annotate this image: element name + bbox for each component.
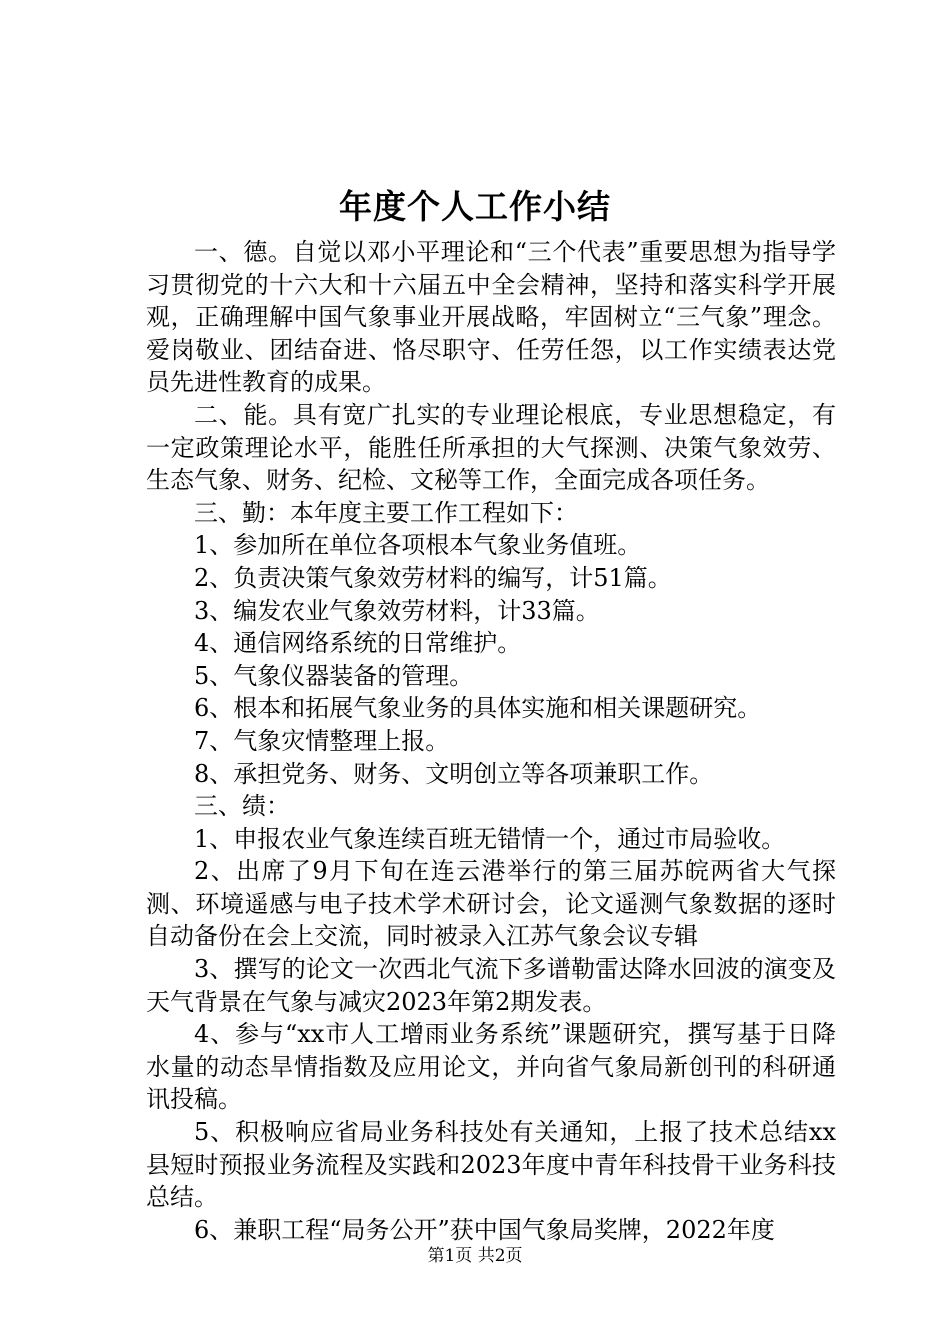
list-item: 4、参与“xx市人工增雨业务系统”课题研究，撰写基于日降水量的动态旱情指数及应用论文，并向省气象局新创刊的科研通讯投稿。 <box>146 1020 836 1114</box>
list-item: 3、编发农业气象效劳材料，计33篇。 <box>194 596 600 625</box>
paragraph-achievements-heading: 三、绩： <box>194 792 290 821</box>
list-item: 5、气象仪器装备的管理。 <box>194 661 474 690</box>
document-title: 年度个人工作小结 <box>339 187 611 226</box>
list-item: 6、兼职工程“局务公开”获中国气象局奖牌，2022年度 <box>194 1215 775 1244</box>
list-item: 1、申报农业气象连续百班无错情一个，通过市局验收。 <box>194 824 786 853</box>
list-item: 7、气象灾情整理上报。 <box>194 726 450 755</box>
list-item: 6、根本和拓展气象业务的具体实施和相关课题研究。 <box>194 694 762 723</box>
page-footer: 第1页 共2页 <box>427 1246 523 1266</box>
document-body <box>146 236 836 1246</box>
list-item: 5、积极响应省局业务科技处有关通知，上报了技术总结xx县短时预报业务流程及实践和2023年度中青年科技骨干业务科技总结。 <box>146 1118 836 1212</box>
list-item: 8、承担党务、财务、文明创立等各项兼职工作。 <box>194 759 714 788</box>
list-item: 3、撰写的论文一次西北气流下多谱勒雷达降水回波的演变及天气背景在气象与减灾2023年第2期发表。 <box>146 955 836 1016</box>
list-item: 2、出席了9月下旬在连云港举行的第三届苏皖两省大气探测、环境遥感与电子技术学术研讨会，论文遥测气象数据的逐时自动备份在会上交流，同时被录入江苏气象会议专辑 <box>146 857 836 951</box>
list-item: 1、参加所在单位各项根本气象业务值班。 <box>194 531 642 560</box>
paragraph-ability: 二、能。具有宽广扎实的专业理论根底，专业思想稳定，有一定政策理论水平，能胜任所承担的大气探测、决策气象效劳、生态气象、财务、纪检、文秘等工作，全面完成各项任务。 <box>146 400 836 495</box>
list-item: 4、通信网络系统的日常维护。 <box>194 629 522 658</box>
paragraph-morality: 一、德。自觉以邓小平理论和“三个代表”重要思想为指导学习贯彻党的十六大和十六届五中全会精神，坚持和落实科学开展观，正确理解中国气象事业开展战略，牢固树立“三气象”理念。爱岗敬业、团结奋进、恪尽职守、任劳任怨，以工作实绩表达党员先进性教育的成果。 <box>146 238 836 397</box>
list-item: 2、负责决策气象效劳材料的编写，计51篇。 <box>194 563 672 592</box>
paragraph-diligence-heading: 三、勤：本年度主要工作工程如下： <box>194 498 578 527</box>
